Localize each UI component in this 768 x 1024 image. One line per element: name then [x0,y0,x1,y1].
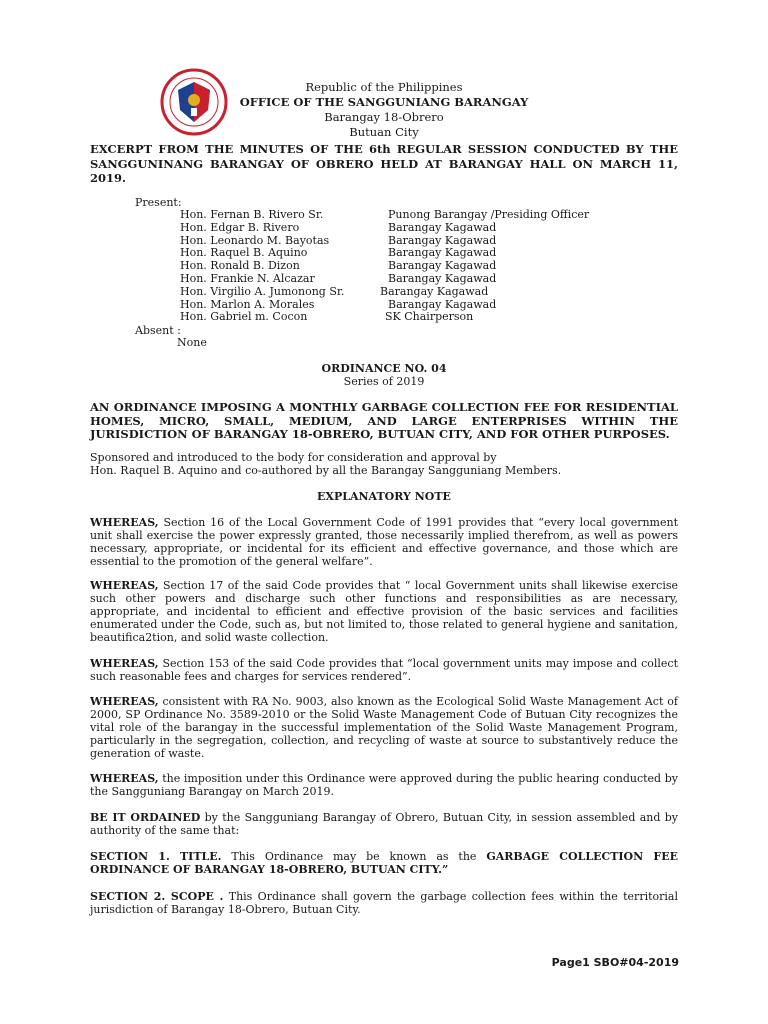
sponsor-line-1: Sponsored and introduced to the body for consideration and approval by [90,451,497,464]
whereas-text: Section 16 of the Local Government Code of 1991 provides that “every local government unit shall exercise the power expressly granted, those necessarily implied therefrom, as well as powers necessary, appropriate, or incidental for its efficient and effective governance, and those which are essential to the promotion of the general welfare”. [90,516,678,568]
section-1-lead: SECTION 1. TITLE. [90,850,222,863]
member-name: Hon. Frankie N. Alcazar [180,271,315,285]
whereas-lead: WHEREAS, [90,772,159,785]
member-position: Barangay Kagawad [388,220,497,234]
whereas-text: Section 17 of the said Code provides that “ local Government units shall likewise exercise such other powers and discharge such other functions and responsibilities as are necessary, appropriate, and incidental to efficient and effective provision of the basic services and facilities enumerated under the Code, such as, but not limited to, those related to general hygiene and sanitation, beautifica2tion, and solid waste collection. [90,579,678,644]
whereas-lead: WHEREAS, [90,695,159,708]
member-position: Barangay Kagawad [388,259,497,273]
office-line: OFFICE OF THE SANGGUNIANG BARANGAY [239,95,529,109]
whereas-paragraph [90,580,678,645]
member-name: Hon. Leonardo M. Bayotas [180,233,330,247]
explanatory-note-heading: EXPLANATORY NOTE [317,490,451,503]
member-name: Hon. Raquel B. Aquino [180,246,308,260]
member-name: Hon. Marlon A. Morales [180,297,315,311]
member-row [180,273,660,286]
whereas-text: consistent with RA No. 9003, also known as the Ecological Solid Waste Management Act of 2000, SP Ordinance No. 3589-2010 or the Solid Waste Management Code of Butuan City recognizes the vital role of the barangay in the successful implementation of the Solid Waste Management Program, particularly in the segregation, collection, and recycling of waste at source to substantively reduce the generation of waste. [90,695,678,760]
section-2-text: This Ordinance shall govern the garbage collection fees within the territorial jurisdiction of Barangay 18-Obrero, Butuan City. [90,890,678,916]
ordained-text: by the Sangguniang Barangay of Obrero, Butuan City, in session assembled and by authority of the same that: [90,811,678,837]
member-position: Barangay Kagawad [388,246,497,260]
member-name: Hon. Gabriel m. Cocon [180,310,308,324]
section-2-lead: SECTION 2. SCOPE . [90,890,224,903]
whereas-lead: WHEREAS, [90,516,159,529]
whereas-lead: WHEREAS, [90,657,159,670]
member-position: Barangay Kagawad [388,233,497,247]
members-list [180,209,660,324]
ordinance-title: AN ORDINANCE IMPOSING A MONTHLY GARBAGE COLLECTION FEE FOR RESIDENTIAL HOMES, MICRO, SMALL, MEDIUM, AND LARGE ENTERPRISES WITHIN THE JURISDICTION OF BARANGAY 18-OBRERO, BUTUAN CITY, AND FOR OTHER PURPOSES. [90,400,678,441]
member-name: Hon. Ronald B. Dizon [180,259,300,273]
whereas-paragraph [90,517,678,569]
whereas-text: Section 153 of the said Code provides that “local government units may impose and collect such reasonable fees and charges for services rendered”. [90,657,678,683]
barangay-line: Barangay 18-Obrero [324,110,444,124]
ordained-paragraph [90,812,678,838]
member-position: Barangay Kagawad [388,297,497,311]
page-footer: Page1 SBO#04-2019 [551,956,679,969]
whereas-paragraph [90,773,678,799]
member-row [180,311,660,324]
section-1-name: GARBAGE COLLECTION FEE ORDINANCE OF BARANGAY 18-OBRERO, BUTUAN CITY.” [90,850,678,876]
member-name: Hon. Fernan B. Rivero Sr. [180,208,324,221]
member-name: Hon. Virgilio A. Jumonong Sr. [180,284,345,298]
whereas-lead: WHEREAS, [90,579,159,592]
whereas-text: the imposition under this Ordinance were approved during the public hearing conducted by the Sangguniang Barangay on March 2019. [90,772,678,798]
republic-line: Republic of the Philippines [305,80,463,94]
member-row [180,209,660,222]
ordinance-series: Series of 2019 [343,375,425,388]
member-name: Hon. Edgar B. Rivero [180,220,300,234]
excerpt-title: EXCERPT FROM THE MINUTES OF THE 6th REGULAR SESSION CONDUCTED BY THE SANGGUNINANG BARANGAY OF OBRERO HELD AT BARANGAY HALL ON MARCH 11, 2019. [90,142,678,185]
sponsor-line-2: Hon. Raquel B. Aquino and co-authored by all the Barangay Sangguniang Members. [90,464,562,477]
whereas-paragraph [90,696,678,761]
member-position: Barangay Kagawad [380,284,489,298]
section-1-paragraph [90,851,678,877]
member-row [180,222,660,235]
whereas-paragraph [90,658,678,684]
present-label: Present: [135,196,182,209]
document-header [200,80,568,140]
absent-value: None [177,336,207,349]
section-2-paragraph [90,891,678,917]
member-position: SK Chairperson [385,310,474,324]
member-position: Punong Barangay /Presiding Officer [388,208,590,221]
section-1-text: This Ordinance may be known as the [221,850,487,863]
member-row [180,286,660,299]
member-position: Barangay Kagawad [388,271,497,285]
ordained-lead: BE IT ORDAINED [90,811,201,824]
absent-label: Absent : [135,324,181,337]
ordinance-number: ORDINANCE NO. 04 [321,362,447,375]
city-line: Butuan City [349,125,419,139]
